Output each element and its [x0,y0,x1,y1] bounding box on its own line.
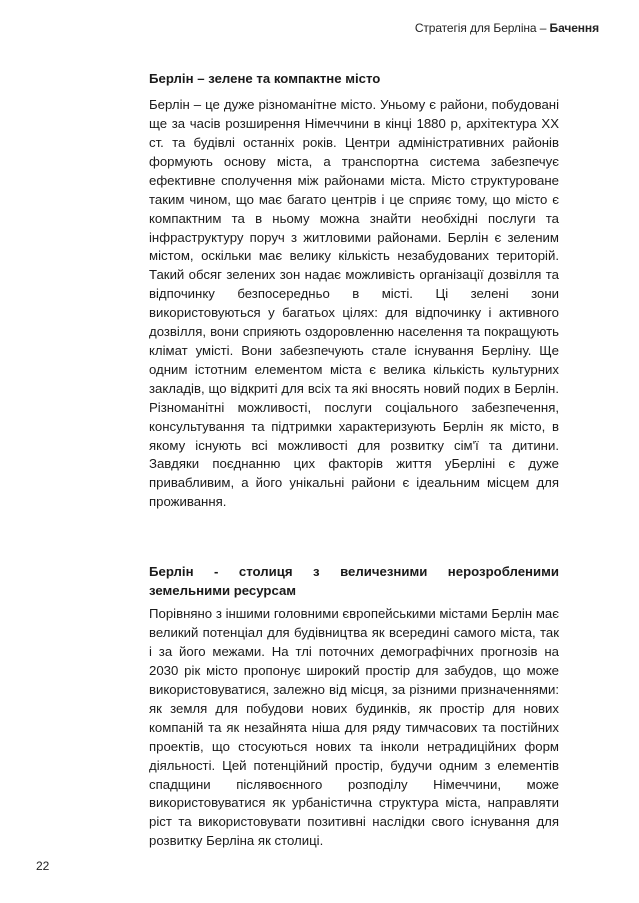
section-heading: Берлін - столиця з величезними нерозробленими земельними ресурсам [149,564,559,599]
chapter-title: Бачення [549,21,599,35]
section-body: Берлін – це дуже різноманітне місто. Уньому є райони, побудовані ще за часів розширення Німеччини в кінці 1880 р, архітектура XX ст. та будівлі останніх років. Центри адміністративних районів формують основу міста, а транспортна система забезпечує ефективне сполучення між районами міста. Місто структуроване таким чином, що має багато центрів і це сприяє тому, що місто є компактним та в ньому можна знайти необхідні послуги та інфраструктуру поруч з житловими районами. Берлін є зеленим містом, оскільки має велику кількість незабудованих територій. Такий обсяг зелених зон надає можливість організації дозвілля та відпочинку безпосередньо в місті. Ці зелені зони використовуються у багатьох цілях: для відпочинку і активного дозвілля, вони сприяють оздоровленню населення та покращують клімат умісті. Вони забезпечують стале існування Берліну. Ще одним істотним елементом міста є велика кількість культурних закладів, що відкриті для всіх та які вносять новий подих в Берлін. Різноманітні можливості, послуги соціального забезпечення, консультування та підтримки характеризують Берлін як місто, в якому існують всі можливості для розвитку сім'ї та дитини. Завдяки поєднанню цих факторів життя уБерліні є дуже привабливим, а його унікальні райони є ідеальним місцем для проживання. [149,97,559,510]
section-green-compact-city [149,69,559,512]
section-capital-land-resources [149,562,559,851]
section-body: Порівняно з іншими головними європейськими містами Берлін має великий потенціал для будівництва як всередині самого міста, так і за його межами. На тлі поточних демографічних прогнозів на 2030 рік місто пропонує широкий простір для забудов, що може використовуватися, залежно від місця, за різними призначеннями: як земля для побудови нових будинків, як простір для нових компаній та як незайнята ніша для ряду тимчасових та постійних проектів, що стосуються нових та інколи нетрадиційних форм діяльності. Цей потенційний простір, будучи одним з елементів спадщини післявоєнного розподілу Німеччини, може використовуватися як урбаністична структура міста, направляти ріст та використовувати позитивні наслідки свого існування для розвитку Берліна як столиці. [149,606,559,849]
section-heading: Берлін – зелене та компактне місто [149,71,381,86]
page-number: 22 [36,859,50,873]
running-header [415,21,599,35]
document-title: Стратегія для Берліна – [414,21,550,35]
